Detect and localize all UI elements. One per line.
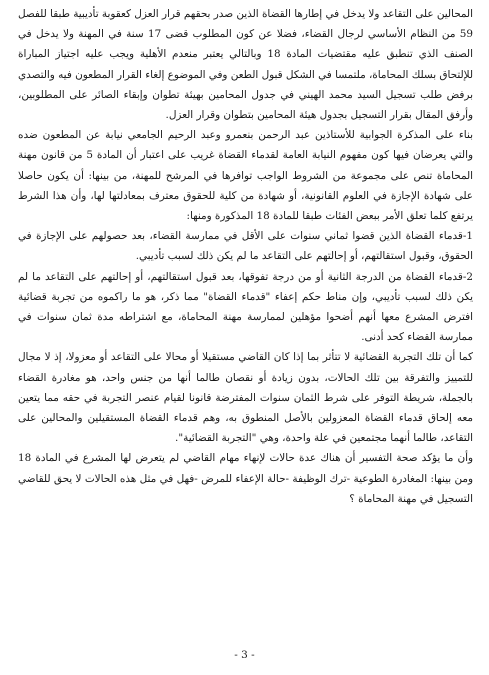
paragraph: المحالين على التقاعد ولا يدخل في إطارها القضاة الذين صدر بحقهم قرار العزل كعقوبة تأديبية طبقا للفصل 59 من النظام الأساسي لرجال القضاء، فضلا عن كون المطلوب قضى 17 سنة في المهنة ولا يدخل في الصنف الذي تنطبق عليه مقتضيات المادة 18 وبالتالي يعتبر منعدم الأهلية ويجب عليه اجتياز المباراة للإلتحاق بسلك المحاماة، ملتمسا في الشكل قبول الطعن وفي الموضوع إلغاء القرار المطعون فيه والتصدي برفض طلب تسجيل السيد محمد الهيني في جدول المحامين بهيئة تطوان وإبقاء الصائر على المطلوبين، وأرفق المقال بقرار التسجيل بجدول هيئة المحامين بتطوان وقرار العزل. xyxy=(18,8,473,122)
paragraph: كما أن تلك التجربة القضائية لا تتأثر بما إذا كان القاضي مستقيلا أو محالا على التقاعد أو معزولا، إذ لا مجال للتمييز والتفرقة بين تلك الحالات، بدون زيادة أو نقصان طالما أنها من جنس واحد، هو مغادرة القضاء بالجملة، شريطة التوفر على شرط الثمان سنوات المفترضة قانونا لقيام عنصر التجربة في حقه مما يتعين معه إلحاق قدماء القضاة المعزولين بالأصل المنطوق به، وهم قدماء القضاة المستقيلين والمحالين على التقاعد، طالما أنهما مجتمعين في علة واحدة، وهي "التجربة القضائية". xyxy=(18,351,473,445)
paragraph: بناء على المذكرة الجوابية للأستاذين عبد الرحمن بنعمرو وعبد الرحيم الجامعي نيابة عن المطعون ضده والتي يعرضان فيها كون مفهوم النيابة العامة لقدماء القضاة غريب على اعتبار أن المادة 5 من قانون مهنة المحاماة تنص على مجموعة من الشروط الواجب توافرها في المرشح للمهنة، من بينها: أن يكون حاصلا على شهادة الإجازة في العلوم القانونية، أو شهادة من كلية للحقوق معترف بمعادلتها لها، وأن هذا الشرط يرتفع كلما تعلق الأمر ببعض الفئات طبقا للمادة 18 المذكورة ومنها: xyxy=(18,129,474,223)
document-body xyxy=(18,4,473,509)
page-number: - 3 - xyxy=(234,649,255,661)
paragraph: 2-قدماء القضاة من الدرجة الثانية أو من درجة تفوقها، بعد قبول استقالتهم، أو إحالتهم على التقاعد ما لم يكن ذلك لسبب تأديبي، وإن مناط حكم إعفاء "قدماء القضاة" مما ذكر، هو ما راكموه من تجربة قضائية افترض المشرع معها أنهم أضحوا مؤهلين لممارسة مهنة المحاماة، مع اشتراطه مدة ثمان سنوات في ممارسة القضاء كحد أدنى. xyxy=(18,270,473,344)
paragraph: وأن ما يؤكد صحة التفسير أن هناك عدة حالات لإنهاء مهام القاضي لم يتعرض لها المشرع في المادة 18 ومن بينها: المغادرة الطوعية -ترك الوظيفة -حالة الإعفاء للمرض -فهل في مثل هذه الحالات لا يحق للقاضي التسجيل في مهنة المحاماة ؟ xyxy=(18,452,473,505)
paragraph: 1-قدماء القضاة الذين قضوا ثماني سنوات على الأقل في ممارسة القضاء، بعد حصولهم على الإجازة في الحقوق، وقبول استقالتهم، أو إحالتهم على التقاعد ما لم يكن ذلك لسبب تأديبي. xyxy=(18,230,473,263)
